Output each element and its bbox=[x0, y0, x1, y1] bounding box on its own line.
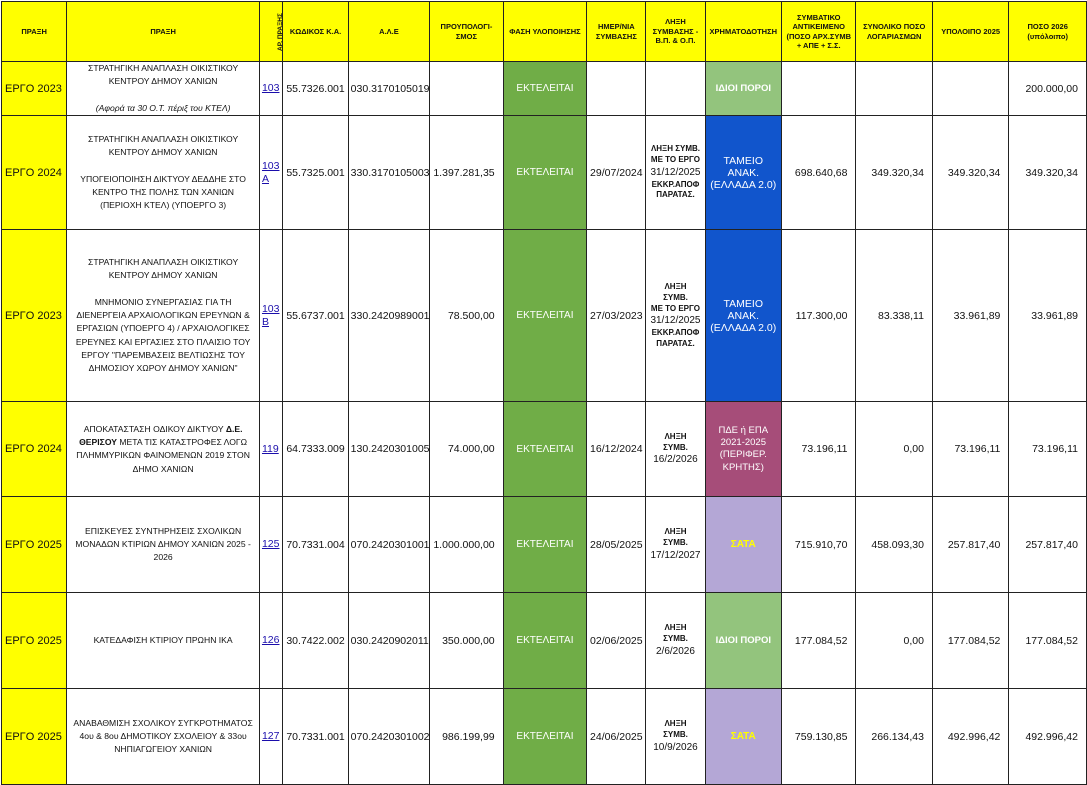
row-contract: 759.130,85 bbox=[782, 689, 856, 785]
row-budget: 74.000,00 bbox=[430, 402, 503, 497]
row-total: 0,00 bbox=[856, 593, 932, 689]
table-row bbox=[2, 62, 1087, 116]
row-phase: ΕΚΤΕΛΕΙΤΑΙ bbox=[503, 497, 587, 593]
row-date: 16/12/2024 bbox=[587, 402, 646, 497]
row-remaining: 33.961,89 bbox=[932, 230, 1008, 402]
row-date: 28/05/2025 bbox=[587, 497, 646, 593]
row-ale: 070.2420301001 bbox=[348, 497, 430, 593]
row-ale: 330.2420989001 bbox=[348, 230, 430, 402]
row-remaining bbox=[932, 62, 1008, 116]
row-ale: 030.3170105019 bbox=[348, 62, 430, 116]
row-description: ΣΤΡΑΤΗΓΙΚΗ ΑΝΑΠΛΑΣΗ ΟΙΚΙΣΤΙΚΟΥ ΚΕΝΤΡΟΥ ΔΗΜΟΥ ΧΑΝΙΩΝ ΥΠΟΓΕΙΟΠΟΙΗΣΗ ΔΙΚΤΥΟΥ ΔΕΔΔΗΕ ΣΤΟ ΚΕΝΤΡΟ ΤΗΣ ΠΟΛΗΣ ΤΩΝ ΧΑΝΙΩΝ (ΠΕΡΙΟΧΗ ΚΤΕΛ) (ΥΠΟΕΡΓΟ 3) bbox=[67, 116, 260, 230]
row-funding: ΙΔΙΟΙ ΠΟΡΟΙ bbox=[705, 62, 781, 116]
row-description: ΚΑΤΕΔΑΦΙΣΗ ΚΤΙΡΙΟΥ ΠΡΩΗΝ ΙΚΑ bbox=[67, 593, 260, 689]
row-description: ΣΤΡΑΤΗΓΙΚΗ ΑΝΑΠΛΑΣΗ ΟΙΚΙΣΤΙΚΟΥ ΚΕΝΤΡΟΥ ΔΗΜΟΥ ΧΑΝΙΩΝ (Αφορά τα 30 Ο.Τ. πέριξ του ΚΤΕΛ) bbox=[67, 62, 260, 116]
row-amount-2026: 177.084,52 bbox=[1009, 593, 1087, 689]
header-xrimatodotisi: ΧΡΗΜΑΤΟΔΟΤΗΣΗ bbox=[705, 2, 781, 62]
row-total: 266.134,43 bbox=[856, 689, 932, 785]
header-lixi: ΛΗΞΗ ΣΥΜΒΑΣΗΣ - Β.Π. & Ο.Π. bbox=[646, 2, 705, 62]
header-row bbox=[2, 2, 1087, 62]
row-ar-link[interactable]: 119 bbox=[259, 402, 282, 497]
table-row bbox=[2, 230, 1087, 402]
row-ar-link[interactable]: 125 bbox=[259, 497, 282, 593]
row-funding: ΣΑΤΑ bbox=[705, 497, 781, 593]
table-row bbox=[2, 402, 1087, 497]
row-amount-2026: 257.817,40 bbox=[1009, 497, 1087, 593]
row-phase: ΕΚΤΕΛΕΙΤΑΙ bbox=[503, 402, 587, 497]
header-ale: Α.Λ.Ε bbox=[348, 2, 430, 62]
row-phase: ΕΚΤΕΛΕΙΤΑΙ bbox=[503, 593, 587, 689]
table-row bbox=[2, 116, 1087, 230]
table-row bbox=[2, 689, 1087, 785]
row-expiry bbox=[646, 62, 705, 116]
row-budget: 1.000.000,00 bbox=[430, 497, 503, 593]
row-contract: 715.910,70 bbox=[782, 497, 856, 593]
header-proypologismos: ΠΡΟΥΠΟΛΟΓΙ-ΣΜΟΣ bbox=[430, 2, 503, 62]
row-phase: ΕΚΤΕΛΕΙΤΑΙ bbox=[503, 230, 587, 402]
row-remaining: 73.196,11 bbox=[932, 402, 1008, 497]
row-funding: ΤΑΜΕΙΟ ΑΝΑΚ. (ΕΛΛΑΔΑ 2.0) bbox=[705, 230, 781, 402]
row-total: 458.093,30 bbox=[856, 497, 932, 593]
row-budget: 986.199,99 bbox=[430, 689, 503, 785]
row-ka: 55.7326.001 bbox=[283, 62, 348, 116]
row-ka: 30.7422.002 bbox=[283, 593, 348, 689]
row-description: ΑΠΟΚΑΤΑΣΤΑΣΗ ΟΔΙΚΟΥ ΔΙΚΤΥΟΥ Δ.Ε. ΘΕΡΙΣΟΥ ΜΕΤΑ ΤΙΣ ΚΑΤΑΣΤΡΟΦΕΣ ΛΟΓΩ ΠΛΗΜΜΥΡΙΚΩΝ ΦΑΙΝΟΜΕΝΩΝ 2019 ΣΤΟΝ ΔΗΜΟ ΧΑΝΙΩΝ bbox=[67, 402, 260, 497]
row-expiry: ΛΗΞΗ ΣΥΜΒ. 17/12/2027 bbox=[646, 497, 705, 593]
row-ar-link[interactable]: 127 bbox=[259, 689, 282, 785]
header-ypoloipo: ΥΠΟΛΟΙΠΟ 2025 bbox=[932, 2, 1008, 62]
row-date: 29/07/2024 bbox=[587, 116, 646, 230]
row-type: ΕΡΓΟ 2023 bbox=[2, 230, 67, 402]
row-total: 83.338,11 bbox=[856, 230, 932, 402]
table-row bbox=[2, 593, 1087, 689]
header-fasi: ΦΑΣΗ ΥΛΟΠΟΙΗΣΗΣ bbox=[503, 2, 587, 62]
header-synoliko: ΣΥΝΟΛΙΚΟ ΠΟΣΟ ΛΟΓΑΡΙΑΣΜΩΝ bbox=[856, 2, 932, 62]
row-contract: 73.196,11 bbox=[782, 402, 856, 497]
row-expiry: ΛΗΞΗ ΣΥΜΒ. ΜΕ ΤΟ ΕΡΓΟ 31/12/2025 ΕΚΚΡ.ΑΠΟΦ ΠΑΡΑΤΑΣ. bbox=[646, 116, 705, 230]
row-ka: 70.7331.004 bbox=[283, 497, 348, 593]
row-description: ΑΝΑΒΑΘΜΙΣΗ ΣΧΟΛΙΚΟΥ ΣΥΓΚΡΟΤΗΜΑΤΟΣ 4ου & 8ου ΔΗΜΟΤΙΚΟΥ ΣΧΟΛΕΙΟΥ & 33ου ΝΗΠΙΑΓΩΓΕΙΟΥ ΧΑΝΙΩΝ bbox=[67, 689, 260, 785]
row-date: 24/06/2025 bbox=[587, 689, 646, 785]
row-ka: 70.7331.001 bbox=[283, 689, 348, 785]
row-total: 349.320,34 bbox=[856, 116, 932, 230]
row-budget bbox=[430, 62, 503, 116]
header-poso-2026: ΠΟΣΟ 2026 (υπόλοιπο) bbox=[1009, 2, 1087, 62]
row-type: ΕΡΓΟ 2024 bbox=[2, 116, 67, 230]
row-description: ΣΤΡΑΤΗΓΙΚΗ ΑΝΑΠΛΑΣΗ ΟΙΚΙΣΤΙΚΟΥ ΚΕΝΤΡΟΥ ΔΗΜΟΥ ΧΑΝΙΩΝ ΜΝΗΜΟΝΙΟ ΣΥΝΕΡΓΑΣΙΑΣ ΓΙΑ ΤΗ ΔΙΕΝΕΡΓΕΙΑ ΑΡΧΑΙΟΛΟΓΙΚΩΝ ΕΡΕΥΝΩΝ & ΕΡΓΑΣΙΩΝ (ΥΠΟΕΡΓΟ 4) / ΑΡΧΑΙΟΛΟΓΙΚΕΣ ΕΡΕΥΝΕΣ ΚΑΙ ΕΡΓΑΣΙΕΣ ΣΤΟ ΠΛΑΙΣΙΟ ΤΟΥ ΕΡΓΟΥ "ΠΑΡΕΜΒΑΣΕΙΣ ΒΕΛΤΙΩΣΗΣ ΤΟΥ ΔΗΜΟΣΙΟΥ ΧΩΡΟΥ ΔΗΜΟΥ ΧΑΝΙΩΝ" bbox=[67, 230, 260, 402]
row-remaining: 177.084,52 bbox=[932, 593, 1008, 689]
row-remaining: 492.996,42 bbox=[932, 689, 1008, 785]
row-amount-2026: 73.196,11 bbox=[1009, 402, 1087, 497]
row-expiry: ΛΗΞΗ ΣΥΜΒ. 2/6/2026 bbox=[646, 593, 705, 689]
row-ka: 55.6737.001 bbox=[283, 230, 348, 402]
row-type: ΕΡΓΟ 2025 bbox=[2, 689, 67, 785]
row-date: 27/03/2023 bbox=[587, 230, 646, 402]
row-ale: 030.2420902011 bbox=[348, 593, 430, 689]
row-ar-link[interactable]: 103 bbox=[259, 62, 282, 116]
header-praxi-2: ΠΡΑΞΗ bbox=[67, 2, 260, 62]
row-ale: 070.2420301002 bbox=[348, 689, 430, 785]
row-contract: 117.300,00 bbox=[782, 230, 856, 402]
row-total: 0,00 bbox=[856, 402, 932, 497]
row-funding: ΣΑΤΑ bbox=[705, 689, 781, 785]
row-expiry: ΛΗΞΗ ΣΥΜΒ. 16/2/2026 bbox=[646, 402, 705, 497]
header-ar-praxis: ΑΡ. ΠΡΑΞΗΣ bbox=[259, 2, 282, 62]
row-remaining: 349.320,34 bbox=[932, 116, 1008, 230]
row-amount-2026: 200.000,00 bbox=[1009, 62, 1087, 116]
projects-table bbox=[1, 1, 1087, 785]
row-amount-2026: 33.961,89 bbox=[1009, 230, 1087, 402]
table-row bbox=[2, 497, 1087, 593]
row-ar-link[interactable]: 103 Α bbox=[259, 116, 282, 230]
row-contract: 698.640,68 bbox=[782, 116, 856, 230]
row-budget: 350.000,00 bbox=[430, 593, 503, 689]
row-amount-2026: 492.996,42 bbox=[1009, 689, 1087, 785]
row-budget: 78.500,00 bbox=[430, 230, 503, 402]
row-type: ΕΡΓΟ 2025 bbox=[2, 593, 67, 689]
row-ka: 55.7325.001 bbox=[283, 116, 348, 230]
row-contract: 177.084,52 bbox=[782, 593, 856, 689]
row-total bbox=[856, 62, 932, 116]
row-budget: 1.397.281,35 bbox=[430, 116, 503, 230]
row-ka: 64.7333.009 bbox=[283, 402, 348, 497]
header-symvatiko: ΣΥΜΒΑΤΙΚΟ ΑΝΤΙΚΕΙΜΕΝΟ (ΠΟΣΟ ΑΡΧ.ΣΥΜΒ + ΑΠΕ + Σ.Σ. bbox=[782, 2, 856, 62]
row-expiry: ΛΗΞΗ ΣΥΜΒ. ΜΕ ΤΟ ΕΡΓΟ 31/12/2025 ΕΚΚΡ.ΑΠΟΦ ΠΑΡΑΤΑΣ. bbox=[646, 230, 705, 402]
row-contract bbox=[782, 62, 856, 116]
row-ar-link[interactable]: 103 Β bbox=[259, 230, 282, 402]
row-remaining: 257.817,40 bbox=[932, 497, 1008, 593]
row-ale: 130.2420301005 bbox=[348, 402, 430, 497]
row-funding: ΠΔΕ ή ΕΠΑ 2021-2025 (ΠΕΡΙΦΕΡ. ΚΡΗΤΗΣ) bbox=[705, 402, 781, 497]
row-type: ΕΡΓΟ 2025 bbox=[2, 497, 67, 593]
row-type: ΕΡΓΟ 2024 bbox=[2, 402, 67, 497]
row-funding: ΤΑΜΕΙΟ ΑΝΑΚ. (ΕΛΛΑΔΑ 2.0) bbox=[705, 116, 781, 230]
row-phase: ΕΚΤΕΛΕΙΤΑΙ bbox=[503, 116, 587, 230]
header-imerominia: ΗΜΕΡ/ΝΙΑ ΣΥΜΒΑΣΗΣ bbox=[587, 2, 646, 62]
header-praxi-1: ΠΡΑΞΗ bbox=[2, 2, 67, 62]
row-funding: ΙΔΙΟΙ ΠΟΡΟΙ bbox=[705, 593, 781, 689]
row-expiry: ΛΗΞΗ ΣΥΜΒ. 10/9/2026 bbox=[646, 689, 705, 785]
row-ar-link[interactable]: 126 bbox=[259, 593, 282, 689]
row-amount-2026: 349.320,34 bbox=[1009, 116, 1087, 230]
row-date: 02/06/2025 bbox=[587, 593, 646, 689]
row-ale: 330.3170105003 bbox=[348, 116, 430, 230]
row-date bbox=[587, 62, 646, 116]
row-description: ΕΠΙΣΚΕΥΕΣ ΣΥΝΤΗΡΗΣΕΙΣ ΣΧΟΛΙΚΩΝ ΜΟΝΑΔΩΝ ΚΤΙΡΙΩΝ ΔΗΜΟΥ ΧΑΝΙΩΝ 2025 - 2026 bbox=[67, 497, 260, 593]
header-kodikos: ΚΩΔΙΚΟΣ Κ.Α. bbox=[283, 2, 348, 62]
row-phase: ΕΚΤΕΛΕΙΤΑΙ bbox=[503, 689, 587, 785]
row-type: ΕΡΓΟ 2023 bbox=[2, 62, 67, 116]
row-phase: ΕΚΤΕΛΕΙΤΑΙ bbox=[503, 62, 587, 116]
